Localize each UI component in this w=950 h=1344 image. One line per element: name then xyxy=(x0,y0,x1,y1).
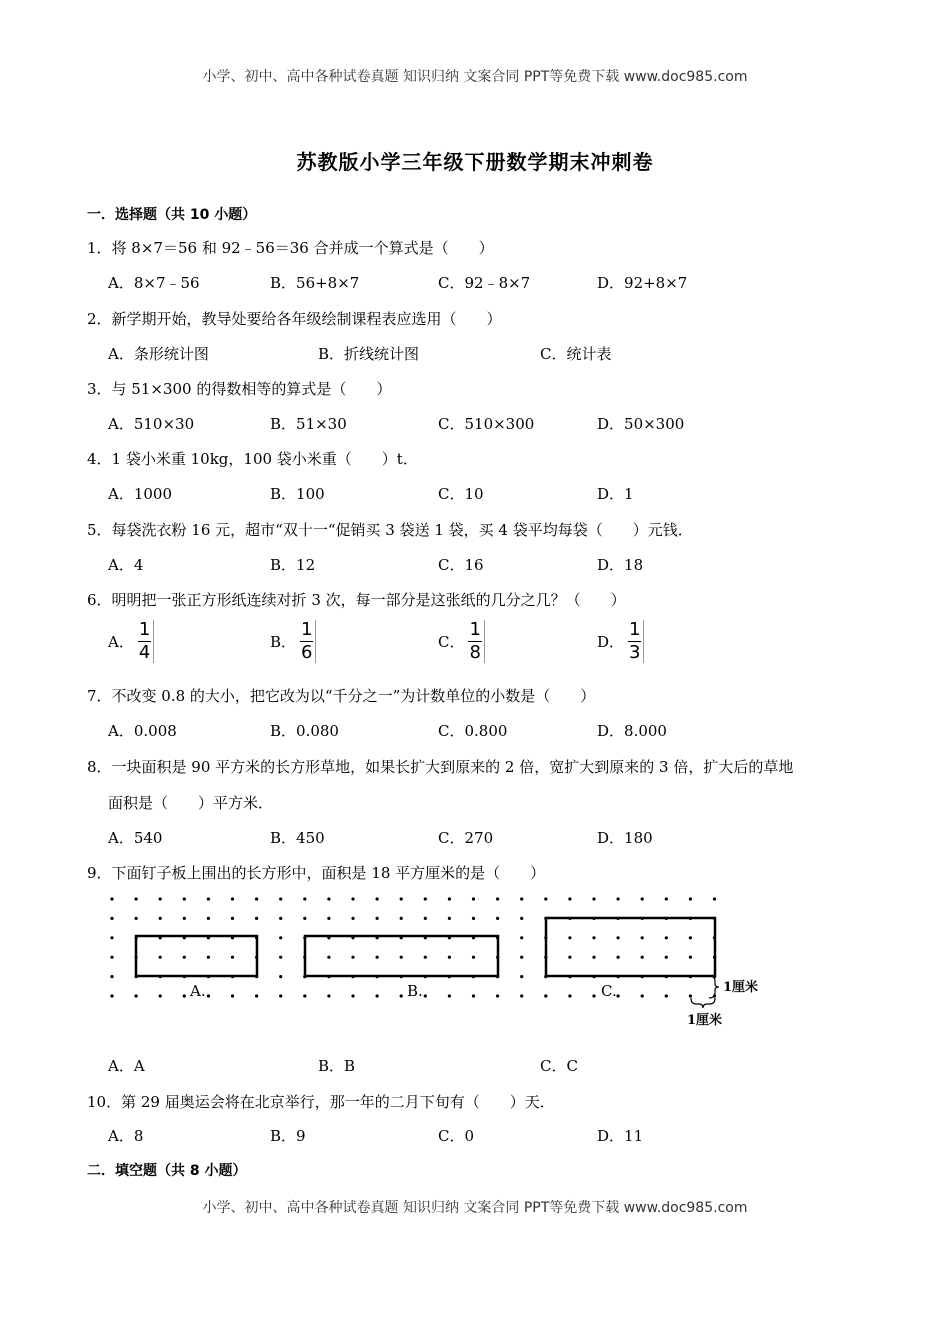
peg-dot xyxy=(135,994,138,997)
peg-dot xyxy=(496,897,499,900)
option-c[interactable]: C．C xyxy=(540,1057,578,1075)
question-2: 2．新学期开始，教导处要给各年级绘制课程表应选用（ ） xyxy=(87,310,502,328)
peg-dot xyxy=(207,897,210,900)
page-title: 苏教版小学三年级下册数学期末冲刺卷 xyxy=(296,150,654,174)
label-c: C. xyxy=(601,982,617,1000)
peg-dot xyxy=(665,956,668,959)
peg-dot xyxy=(135,917,138,920)
peg-dot xyxy=(520,975,523,978)
peg-dot xyxy=(351,994,354,997)
peg-dot xyxy=(520,956,523,959)
peg-dot xyxy=(327,994,330,997)
peg-dot xyxy=(713,897,716,900)
peg-dot xyxy=(279,917,282,920)
question-6-options xyxy=(108,620,868,670)
peg-dot xyxy=(376,917,379,920)
option-c-label: C． xyxy=(438,633,465,651)
option-a[interactable]: A．1000 xyxy=(108,485,173,503)
peg-dot xyxy=(183,956,186,959)
question-9: 9．下面钉子板上围出的长方形中，面积是 18 平方厘米的是（ ） xyxy=(87,864,546,882)
option-c[interactable]: C．510×300 xyxy=(438,415,535,433)
peg-dot xyxy=(110,956,113,959)
peg-dot xyxy=(641,897,644,900)
peg-dot xyxy=(568,994,571,997)
question-6: 6．明明把一张正方形纸连续对折 3 次，每一部分是这张纸的几分之几？（ ） xyxy=(87,591,626,609)
peg-dot xyxy=(159,994,162,997)
peg-dot xyxy=(207,917,210,920)
option-d[interactable]: D．11 xyxy=(597,1127,644,1145)
option-a[interactable]: A．A xyxy=(108,1057,145,1075)
peg-dot xyxy=(110,975,113,978)
peg-dot xyxy=(110,994,113,997)
question-4: 4．1 袋小米重 10kg，100 袋小米重（ ）t． xyxy=(87,450,418,468)
peg-dot xyxy=(279,975,282,978)
question-8-options xyxy=(108,827,868,849)
peg-dot xyxy=(303,917,306,920)
peg-dot xyxy=(665,936,668,939)
option-c[interactable] xyxy=(438,620,485,663)
question-10-options xyxy=(108,1125,868,1147)
option-c[interactable]: C．统计表 xyxy=(540,345,612,363)
peg-dot xyxy=(159,917,162,920)
peg-dot xyxy=(159,956,162,959)
peg-dot xyxy=(424,994,427,997)
numerator: 1 xyxy=(629,619,641,640)
peg-dot xyxy=(351,956,354,959)
peg-dot xyxy=(568,956,571,959)
header-banner: 小学、初中、高中各种试卷真题 知识归纳 文案合同 PPT等免费下载 www.doc985.com xyxy=(202,69,748,85)
option-a[interactable]: A．条形统计图 xyxy=(108,345,209,363)
denominator: 3 xyxy=(629,642,641,663)
option-c[interactable]: C．10 xyxy=(438,485,484,503)
peg-dot xyxy=(689,994,692,997)
rectangle-a xyxy=(136,936,257,976)
option-b[interactable]: B．12 xyxy=(270,556,316,574)
peg-dot xyxy=(400,917,403,920)
peg-dot xyxy=(496,917,499,920)
option-c[interactable]: C．0 xyxy=(438,1127,475,1145)
peg-dot xyxy=(641,936,644,939)
peg-dot xyxy=(279,936,282,939)
rectangle-c xyxy=(546,918,715,976)
pegboard-figure xyxy=(105,887,795,1032)
peg-dot xyxy=(231,956,234,959)
numerator: 1 xyxy=(301,619,313,640)
peg-dot xyxy=(568,936,571,939)
peg-dot xyxy=(424,897,427,900)
peg-dot xyxy=(207,956,210,959)
peg-dot xyxy=(327,897,330,900)
option-b-label: B． xyxy=(270,633,297,651)
peg-dot xyxy=(472,994,475,997)
option-a[interactable]: A．8 xyxy=(108,1127,144,1145)
option-a-label: A． xyxy=(108,633,134,651)
question-2-options xyxy=(108,343,868,365)
fraction-one-eighth xyxy=(468,620,484,663)
peg-dot xyxy=(327,956,330,959)
unit-label-horizontal: 1厘米 xyxy=(687,1013,723,1028)
footer-banner: 小学、初中、高中各种试卷真题 知识归纳 文案合同 PPT等免费下载 www.doc985.com xyxy=(202,1200,748,1216)
peg-dot xyxy=(255,917,258,920)
option-b[interactable]: B．9 xyxy=(270,1127,306,1145)
peg-dot xyxy=(617,936,620,939)
denominator: 4 xyxy=(138,642,151,663)
section-heading-choice: 一．选择题（共 10 小题） xyxy=(87,207,257,223)
peg-dot xyxy=(327,917,330,920)
horizontal-brace xyxy=(691,998,715,1008)
peg-dot xyxy=(135,897,138,900)
peg-dot xyxy=(183,917,186,920)
fraction-one-quarter xyxy=(138,620,154,663)
denominator: 6 xyxy=(301,642,313,663)
question-8-line-2: 面积是（ ）平方米． xyxy=(108,794,274,812)
option-d-label: D． xyxy=(597,633,625,651)
peg-dot xyxy=(689,956,692,959)
peg-dot xyxy=(617,956,620,959)
fraction-one-sixth xyxy=(300,620,316,663)
peg-dot xyxy=(544,897,547,900)
option-b[interactable]: B．0.080 xyxy=(270,722,339,740)
peg-dot xyxy=(183,897,186,900)
option-c[interactable]: C．270 xyxy=(438,829,494,847)
numerator: 1 xyxy=(469,619,481,640)
option-d[interactable]: D．92+8×7 xyxy=(597,274,688,292)
peg-dot xyxy=(520,936,523,939)
peg-dot xyxy=(400,956,403,959)
question-9-options xyxy=(108,1055,868,1077)
peg-dot xyxy=(592,897,595,900)
option-b[interactable]: B．450 xyxy=(270,829,325,847)
option-b[interactable]: B．56+8×7 xyxy=(270,274,360,292)
peg-dot xyxy=(279,956,282,959)
peg-dot xyxy=(110,917,113,920)
peg-dot xyxy=(496,994,499,997)
peg-dot xyxy=(351,897,354,900)
option-b[interactable]: B．100 xyxy=(270,485,325,503)
peg-dot xyxy=(424,956,427,959)
peg-dot xyxy=(641,994,644,997)
peg-dot xyxy=(641,956,644,959)
label-a: A. xyxy=(190,982,206,1000)
peg-dot xyxy=(617,994,620,997)
section-heading-fill: 二．填空题（共 8 小题） xyxy=(87,1163,247,1179)
option-a[interactable] xyxy=(108,620,154,663)
question-5-options xyxy=(108,554,868,576)
question-1: 1．将 8×7＝56 和 92﹣56＝36 合并成一个算式是（ ） xyxy=(87,239,494,257)
question-5: 5．每袋洗衣粉 16 元，超市“双十一“促销买 3 袋送 1 袋，买 4 袋平均每袋（ ）元钱． xyxy=(87,521,693,539)
question-7: 7．不改变 0.8 的大小，把它改为以“千分之一”为计数单位的小数是（ ） xyxy=(87,687,596,705)
option-a[interactable]: A．8×7﹣56 xyxy=(108,274,200,292)
question-8-line-1: 8．一块面积是 90 平方米的长方形草地，如果长扩大到原来的 2 倍，宽扩大到原来的 3 倍，扩大后的草地 xyxy=(87,758,794,776)
option-b[interactable]: B．B xyxy=(318,1057,356,1075)
option-a[interactable]: A．0.008 xyxy=(108,722,177,740)
peg-dot xyxy=(520,917,523,920)
peg-dot xyxy=(159,897,162,900)
peg-dot xyxy=(689,936,692,939)
peg-dot xyxy=(207,994,210,997)
label-b: B. xyxy=(407,982,423,1000)
option-d[interactable]: D．18 xyxy=(597,556,644,574)
peg-dot xyxy=(400,994,403,997)
option-c[interactable]: C．16 xyxy=(438,556,484,574)
option-c[interactable]: C．0.800 xyxy=(438,722,508,740)
peg-dot xyxy=(231,917,234,920)
option-d[interactable]: D．50×300 xyxy=(597,415,685,433)
option-a[interactable]: A．510×30 xyxy=(108,415,195,433)
peg-dot xyxy=(303,994,306,997)
peg-dot xyxy=(110,936,113,939)
peg-dot xyxy=(448,897,451,900)
peg-dot xyxy=(376,956,379,959)
peg-dot xyxy=(448,917,451,920)
option-d[interactable]: D．180 xyxy=(597,829,653,847)
option-d[interactable]: D．1 xyxy=(597,485,634,503)
peg-dot xyxy=(376,994,379,997)
peg-dot xyxy=(351,917,354,920)
question-7-options xyxy=(108,720,868,742)
peg-dot xyxy=(303,897,306,900)
peg-dot xyxy=(472,956,475,959)
peg-dot xyxy=(689,897,692,900)
denominator: 8 xyxy=(469,642,481,663)
peg-dot xyxy=(424,917,427,920)
peg-dot xyxy=(592,994,595,997)
option-b[interactable]: B．51×30 xyxy=(270,415,347,433)
peg-dot xyxy=(592,956,595,959)
option-d[interactable] xyxy=(597,620,644,663)
option-c[interactable]: C．92﹣8×7 xyxy=(438,274,531,292)
peg-dot xyxy=(520,897,523,900)
peg-dot xyxy=(568,897,571,900)
unit-label-vertical: 1厘米 xyxy=(723,980,759,995)
option-a[interactable]: A．4 xyxy=(108,556,144,574)
peg-dot xyxy=(544,994,547,997)
peg-dot xyxy=(472,917,475,920)
option-b[interactable] xyxy=(270,620,316,663)
question-1-options xyxy=(108,272,868,294)
peg-dot xyxy=(255,994,258,997)
option-d[interactable]: D．8.000 xyxy=(597,722,667,740)
peg-dot xyxy=(279,897,282,900)
peg-dot xyxy=(231,897,234,900)
peg-dot xyxy=(279,994,282,997)
peg-dot xyxy=(231,994,234,997)
question-4-options xyxy=(108,483,868,505)
peg-dot xyxy=(110,897,113,900)
option-b[interactable]: B．折线统计图 xyxy=(318,345,420,363)
peg-dot xyxy=(448,994,451,997)
peg-dot xyxy=(400,897,403,900)
peg-dot xyxy=(520,994,523,997)
numerator: 1 xyxy=(138,619,151,640)
peg-dot xyxy=(592,936,595,939)
peg-dot xyxy=(376,897,379,900)
peg-dot xyxy=(183,994,186,997)
question-3: 3．与 51×300 的得数相等的算式是（ ） xyxy=(87,380,392,398)
peg-dot xyxy=(448,956,451,959)
question-10: 10．第 29 届奥运会将在北京举行，那一年的二月下旬有（ ）天． xyxy=(87,1093,555,1111)
peg-dot xyxy=(472,897,475,900)
peg-dot xyxy=(255,897,258,900)
option-a[interactable]: A．540 xyxy=(108,829,163,847)
fraction-one-third xyxy=(628,620,644,663)
question-3-options xyxy=(108,413,868,435)
peg-dot xyxy=(617,897,620,900)
peg-dot xyxy=(665,994,668,997)
peg-dot xyxy=(665,897,668,900)
